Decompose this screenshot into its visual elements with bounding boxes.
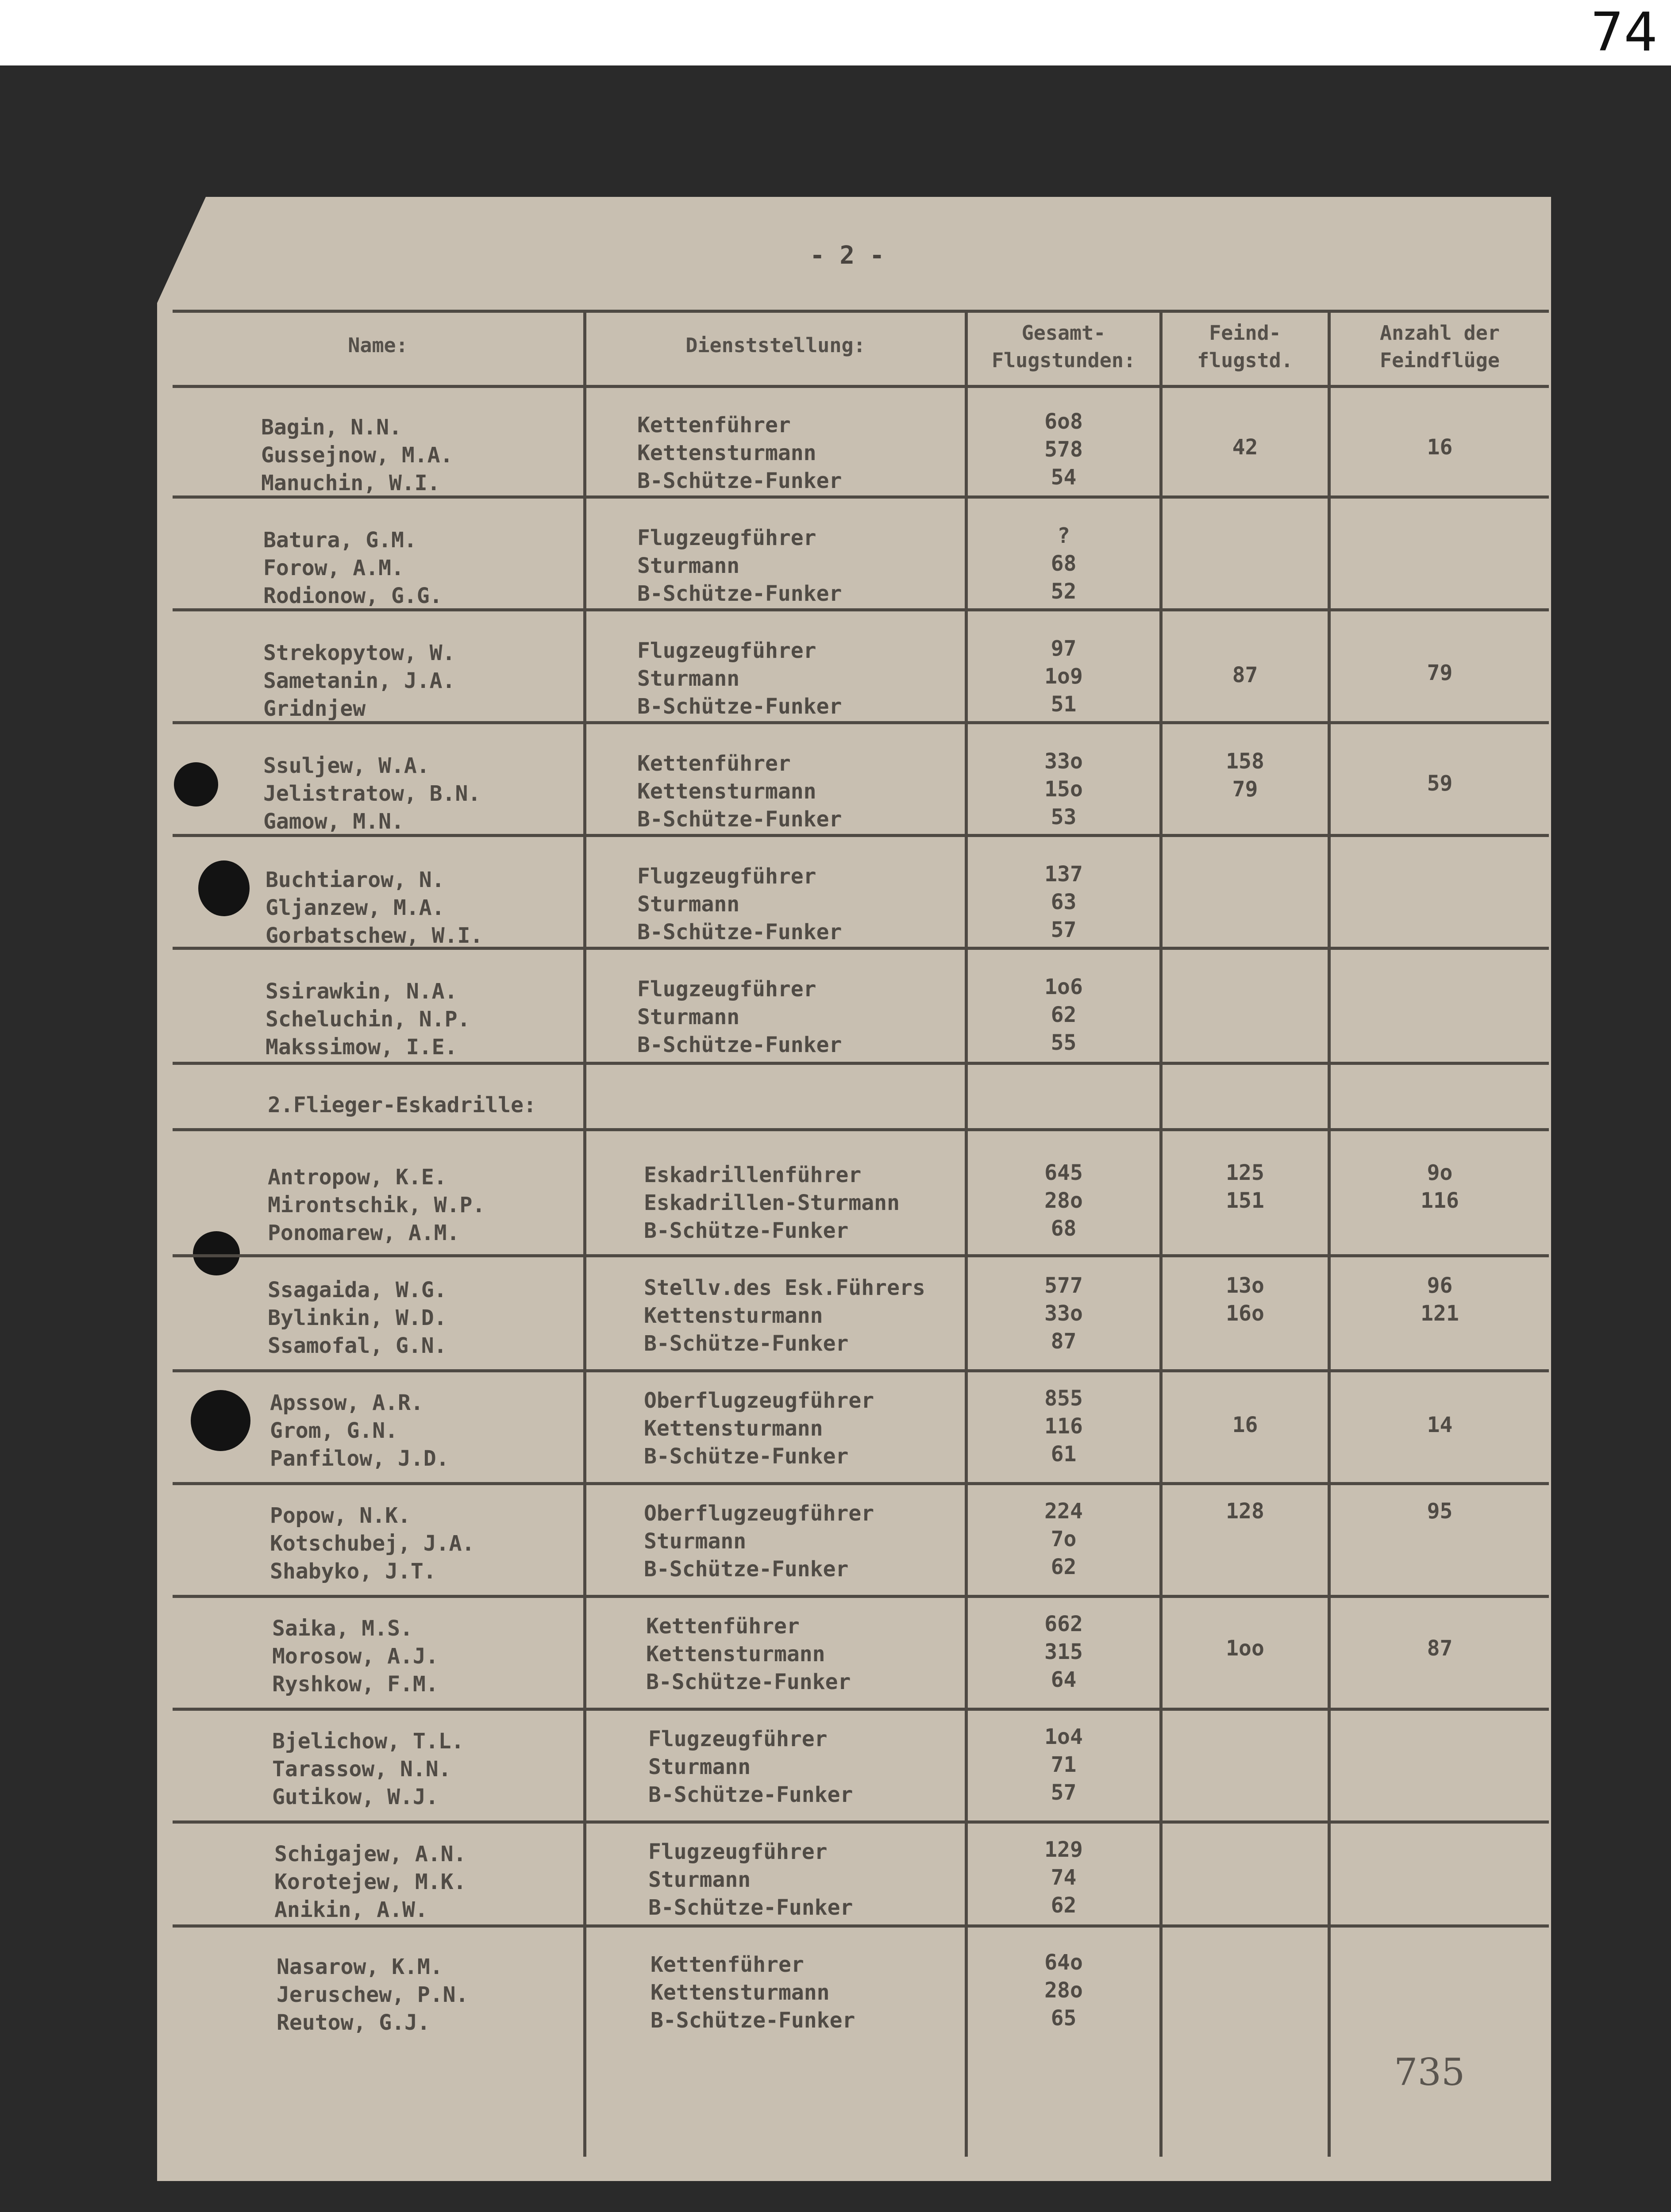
crew-combat-flights: 14 <box>1427 1413 1453 1437</box>
crew-roles: Flugzeugführer Sturmann B-Schütze-Funker <box>637 526 842 606</box>
crew-total-hours: 33o 15o 53 <box>1044 749 1083 830</box>
crew-roles: Flugzeugführer Sturmann B-Schütze-Funker <box>637 977 842 1057</box>
crew-roles: Kettenführer Kettensturmann B-Schütze-Funker <box>646 1614 851 1694</box>
crew-combat-hours: 125 151 <box>1226 1160 1264 1213</box>
crew-total-hours: 64o 28o 65 <box>1044 1950 1083 2031</box>
crew-combat-flights: 95 <box>1427 1499 1453 1524</box>
top-margin <box>0 0 1671 65</box>
header-bottom-rule <box>173 385 1549 388</box>
crew-combat-flights: 16 <box>1427 435 1453 460</box>
crew-total-hours: 577 33o 87 <box>1044 1273 1083 1354</box>
crew-combat-hours: 16 <box>1232 1413 1258 1437</box>
crew-roles: Kettenführer Kettensturmann B-Schütze-Funker <box>651 1952 855 2033</box>
crew-combat-hours: 87 <box>1232 663 1258 687</box>
crew-roles: Oberflugzeugführer Kettensturmann B-Schütze-Funker <box>644 1388 874 1469</box>
crew-combat-hours: 1oo <box>1226 1636 1264 1661</box>
section-rule <box>173 1128 1549 1131</box>
section-title: 2.Flieger-Eskadrille: <box>268 1093 536 1118</box>
crew-names: Antropow, K.E. Mirontschik, W.P. Ponomarew, A.M. <box>268 1165 485 1245</box>
crew-total-hours: 224 7o 62 <box>1044 1499 1083 1579</box>
crew-roles: Flugzeugführer Sturmann B-Schütze-Funker <box>637 864 842 945</box>
page-number: 74 <box>1590 2 1658 63</box>
crew-roles: Oberflugzeugführer Sturmann B-Schütze-Funker <box>644 1501 874 1582</box>
crew-roles: Kettenführer Kettensturmann B-Schütze-Funker <box>637 413 842 493</box>
crew-combat-flights: 79 <box>1427 661 1453 685</box>
row-divider <box>173 1369 1549 1372</box>
crew-roles: Kettenführer Kettensturmann B-Schütze-Funker <box>637 751 842 832</box>
header-role: Dienststellung: <box>685 334 866 357</box>
row-divider <box>173 1254 1549 1257</box>
crew-roles: Flugzeugführer Sturmann B-Schütze-Funker <box>648 1839 853 1920</box>
column-divider <box>1159 310 1163 2157</box>
crew-names: Ssirawkin, N.A. Scheluchin, N.P. Makssimow, I.E. <box>266 979 470 1060</box>
crew-roles: Stellv.des Esk.Führers Kettensturmann B-Schütze-Funker <box>644 1275 925 1356</box>
crew-combat-hours: 13o 16o <box>1226 1273 1264 1326</box>
crew-combat-hours: 42 <box>1232 435 1258 460</box>
archive-number: 735 <box>1394 2051 1465 2094</box>
page-marker: - 2 - <box>810 241 885 270</box>
torn-corner <box>157 197 206 303</box>
crew-names: Ssagaida, W.G. Bylinkin, W.D. Ssamofal, G.N. <box>268 1278 447 1358</box>
row-divider <box>173 1482 1549 1485</box>
crew-names: Strekopytow, W. Sametanin, J.A. Gridnjew <box>263 641 455 721</box>
crew-total-hours: 855 116 61 <box>1044 1386 1083 1467</box>
crew-combat-hours: 128 <box>1226 1499 1264 1524</box>
row-divider <box>173 1708 1549 1711</box>
crew-total-hours: 137 63 57 <box>1044 862 1083 942</box>
row-divider <box>173 1595 1549 1598</box>
crew-total-hours: 1o6 62 55 <box>1044 975 1083 1055</box>
crew-combat-flights: 9o 116 <box>1421 1160 1459 1213</box>
crew-names: Popow, N.K. Kotschubej, J.A. Shabyko, J.T. <box>270 1503 475 1584</box>
header-combat-flights: Anzahl der Feindflüge <box>1380 321 1500 372</box>
crew-combat-hours: 158 79 <box>1226 749 1264 802</box>
crew-combat-flights: 96 121 <box>1421 1273 1459 1326</box>
crew-roles: Flugzeugführer Sturmann B-Schütze-Funker <box>637 638 842 719</box>
crew-total-hours: 662 315 64 <box>1044 1612 1083 1692</box>
column-divider <box>583 310 586 2157</box>
row-divider <box>173 1062 1549 1065</box>
crew-names: Apssow, A.R. Grom, G.N. Panfilow, J.D. <box>270 1390 449 1471</box>
crew-table <box>173 310 1549 2159</box>
row-divider <box>173 1820 1549 1824</box>
column-divider <box>1328 310 1331 2157</box>
crew-combat-flights: 87 <box>1427 1636 1453 1661</box>
crew-total-hours: ? 68 52 <box>1051 523 1077 604</box>
header-combat-hours: Feind- flugstd. <box>1197 321 1293 372</box>
crew-roles: Flugzeugführer Sturmann B-Schütze-Funker <box>648 1727 853 1807</box>
crew-names: Batura, G.M. Forow, A.M. Rodionow, G.G. <box>263 528 443 608</box>
crew-total-hours: 6o8 578 54 <box>1044 409 1083 490</box>
crew-total-hours: 129 74 62 <box>1044 1837 1083 1918</box>
crew-names: Bagin, N.N. Gussejnow, M.A. Manuchin, W.I. <box>261 415 453 495</box>
crew-names: Nasarow, K.M. Jeruschew, P.N. Reutow, G.J. <box>277 1955 469 2035</box>
crew-combat-flights: 59 <box>1427 771 1453 796</box>
crew-names: Saika, M.S. Morosow, A.J. Ryshkow, F.M. <box>272 1616 439 1697</box>
header-total-hours: Gesamt- Flugstunden: <box>991 321 1136 372</box>
column-divider <box>965 310 968 2157</box>
crew-total-hours: 97 1o9 51 <box>1044 636 1083 717</box>
crew-names: Ssuljew, W.A. Jelistratow, B.N. Gamow, M.N. <box>263 753 481 834</box>
crew-roles: Eskadrillenführer Eskadrillen-Sturmann B-Schütze-Funker <box>644 1163 900 1243</box>
crew-names: Buchtiarow, N. Gljanzew, M.A. Gorbatschew, W.I. <box>266 868 483 948</box>
crew-total-hours: 645 28o 68 <box>1044 1160 1083 1241</box>
header-name: Name: <box>348 334 408 357</box>
crew-total-hours: 1o4 71 57 <box>1044 1724 1083 1805</box>
header-top-rule <box>173 310 1549 313</box>
row-divider <box>173 1924 1549 1928</box>
crew-names: Schigajew, A.N. Korotejew, M.K. Anikin, A.W. <box>274 1842 466 1922</box>
crew-names: Bjelichow, T.L. Tarassow, N.N. Gutikow, W.J. <box>272 1729 464 1809</box>
